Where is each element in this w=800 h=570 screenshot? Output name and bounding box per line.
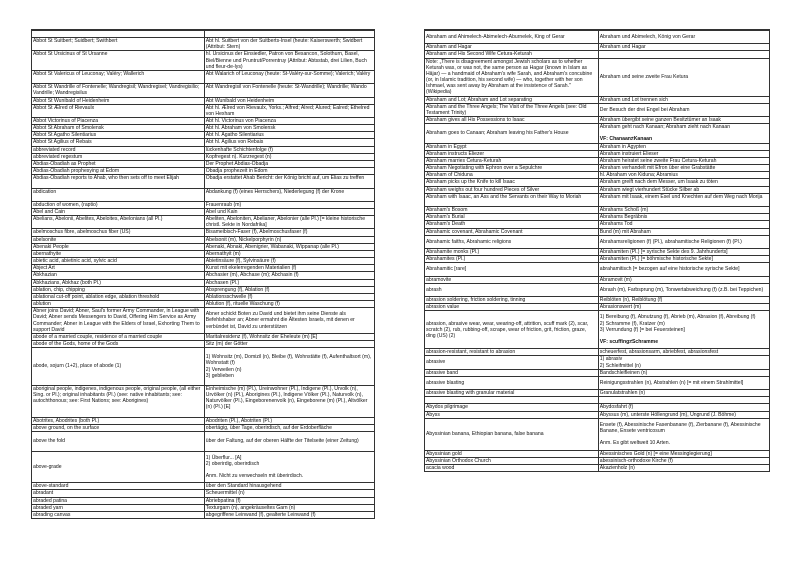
glossary-row bbox=[32, 139, 375, 146]
english-term-cell: abradant bbox=[32, 490, 205, 497]
english-term-cell: Abkhazians, Abkhaz (both Pl.) bbox=[32, 279, 205, 286]
glossary-row bbox=[425, 221, 770, 228]
german-term-cell: Abraham und Abimelech, König von Gerar bbox=[598, 31, 769, 44]
glossary-row bbox=[425, 96, 770, 103]
german-term-cell: 1) Überflur... [A] 2) oberirdig, oberirdisch Anm. Nicht zu verwechseln mit überirdisch. bbox=[204, 451, 374, 483]
english-term-cell: Abbot St Wunibald of Heidenheim bbox=[32, 97, 205, 104]
english-term-cell: abrasive bbox=[425, 356, 599, 369]
glossary-row bbox=[425, 304, 770, 311]
english-term-cell: Abraham and Lot; Abraham and Lot separating bbox=[425, 96, 599, 103]
english-term-cell: abbreviated regestum bbox=[32, 153, 205, 160]
german-term-cell: Abydosfahrt (f) bbox=[598, 404, 769, 411]
german-term-cell: Abt hl. Abraham von Smolensk bbox=[204, 125, 374, 132]
glossary-row bbox=[32, 504, 375, 511]
german-term-cell: Abraham greift nach dem Messer, um Isaak zu töten bbox=[598, 179, 769, 186]
german-term-cell: Kopfregest n). Kurzregest (n) bbox=[204, 153, 374, 160]
english-term-cell: Abbot St Valericus of Leuconay; Valéry; Wallerich bbox=[32, 70, 205, 83]
english-term-cell: abrasive band bbox=[425, 369, 599, 376]
german-term-cell: Abraham in Ägypten bbox=[598, 143, 769, 150]
german-term-cell: Ablution (f), rituelle Waschung (f) bbox=[204, 301, 374, 308]
german-term-cell bbox=[204, 31, 374, 38]
german-term-cell: Abietinsäure (f), Sylvinsäure (f) bbox=[204, 258, 374, 265]
german-term-cell: Obadja erstattet Ahab Bericht: der König bricht auf, um Elias zu treffen bbox=[204, 175, 374, 188]
english-term-cell: Abotrites, Abodrites (both Pl.) bbox=[32, 417, 205, 424]
german-term-cell: Abt hl. Victorinus von Piacenza bbox=[204, 118, 374, 125]
english-term-cell: abelsonite bbox=[32, 236, 205, 243]
german-term-cell: Abraham und Lot trennen sich bbox=[598, 96, 769, 103]
german-term-cell: Der Prophet Abdias-Obadja bbox=[204, 160, 374, 167]
glossary-row bbox=[425, 450, 770, 457]
glossary-row bbox=[425, 349, 770, 356]
english-term-cell: above-grade bbox=[32, 451, 205, 483]
german-term-cell: Abraham und Hagar bbox=[598, 44, 769, 51]
glossary-row bbox=[32, 51, 375, 70]
glossary-row bbox=[32, 250, 375, 257]
glossary-row bbox=[425, 235, 770, 248]
glossary-row bbox=[32, 308, 375, 334]
german-term-cell bbox=[598, 51, 769, 58]
english-term-cell: Abraham gives all His Possessions to Isaac bbox=[425, 117, 599, 124]
german-term-cell: Texturgarn (n), angekräuseltes Garn (n) bbox=[204, 504, 374, 511]
glossary-row bbox=[425, 31, 770, 44]
english-term-cell: ablution bbox=[32, 301, 205, 308]
glossary-row bbox=[32, 153, 375, 160]
left-glossary-table bbox=[31, 30, 375, 519]
german-term-cell: Abrahamsreligionen (f) (Pl.), abrahamitische Religionen (f) (Pl.) bbox=[598, 235, 769, 248]
glossary-row bbox=[425, 390, 770, 397]
english-term-cell: abraded patina bbox=[32, 497, 205, 504]
german-term-cell: Abodriten (Pl.), Abotriten (Pl.) bbox=[204, 417, 374, 424]
english-term-cell: Abrahamite monks (Pl.) bbox=[425, 248, 599, 255]
english-term-cell: Abraham picks up the Knife to kill Isaac bbox=[425, 179, 599, 186]
german-term-cell: Bandschleifleinen (n) bbox=[598, 369, 769, 376]
english-term-cell: Abraham goes to Canaan; Abraham leaving his Father's House bbox=[425, 124, 599, 143]
german-term-cell: Ensete (f), Abessinische Fasenbanane (f), Zierbanane (f), Abessinische Banane, Ensete ventricosum Anm. Es gibt weltweit 10 Arten. bbox=[598, 418, 769, 450]
german-term-cell: Abraham wiegt vierhundert Stücke Silber ab bbox=[598, 186, 769, 193]
glossary-row bbox=[425, 248, 770, 255]
glossary-row bbox=[32, 97, 375, 104]
english-term-cell: Abyssinian gold bbox=[425, 450, 599, 457]
german-term-cell: Abrahams Schoß (m) bbox=[598, 207, 769, 214]
english-term-cell: Abdias-Obadiah reports to Ahab, who then sets off to meet Elijah bbox=[32, 175, 205, 188]
glossary-row bbox=[425, 376, 770, 389]
glossary-row bbox=[32, 417, 375, 424]
glossary-row bbox=[425, 193, 770, 206]
german-term-cell: Abessinisches Gold (n) [= eine Messinglegierung] bbox=[598, 450, 769, 457]
german-term-cell: Absprengung (f), Ablation (f) bbox=[204, 286, 374, 293]
english-term-cell: Abdias-Obadiah as Prophet bbox=[32, 160, 205, 167]
glossary-row bbox=[32, 236, 375, 243]
german-term-cell: Abenaki, Abnaki, Abenigrier, Wabanaki, Wippanap (alle Pl.) bbox=[204, 243, 374, 250]
glossary-row bbox=[32, 70, 375, 83]
english-term-cell: abrash bbox=[425, 283, 599, 296]
english-term-cell: above ground, on the surface bbox=[32, 424, 205, 431]
glossary-row bbox=[32, 301, 375, 308]
english-term-cell: Abyssinian banana, Ethiopian banana, false banana bbox=[425, 418, 599, 450]
glossary-row bbox=[32, 229, 375, 236]
english-term-cell: Abrahamitic [rare] bbox=[425, 263, 599, 276]
left-glossary-column bbox=[31, 29, 375, 519]
glossary-row bbox=[425, 103, 770, 116]
glossary-row bbox=[32, 483, 375, 490]
glossary-row bbox=[32, 125, 375, 132]
english-term-cell: Abrahamic covenant, Abrahamic Covenant bbox=[425, 228, 599, 235]
english-term-cell: Abrahamic faiths, Abrahamic religions bbox=[425, 235, 599, 248]
english-term-cell: abode of a married couple, residence of a married couple bbox=[32, 333, 205, 340]
glossary-row bbox=[425, 179, 770, 186]
glossary-row bbox=[425, 172, 770, 179]
german-term-cell: Reiblöten (n), Reiblötung (f) bbox=[598, 297, 769, 304]
english-term-cell: Abydos pilgrimage bbox=[425, 404, 599, 411]
english-term-cell bbox=[425, 397, 599, 404]
english-term-cell: Abraham marries Cetura-Keturah bbox=[425, 157, 599, 164]
glossary-row bbox=[32, 243, 375, 250]
false-friend-note: VF: scuffing≠Schramme bbox=[599, 339, 659, 345]
german-term-cell: Abernathyit (m) bbox=[204, 250, 374, 257]
german-term-cell: 1) abrasiv 2) Schleifmittel (n) bbox=[598, 356, 769, 369]
german-term-cell: hl. Abraham von Kiduna; Abramius bbox=[598, 172, 769, 179]
english-term-cell: Abbot St Ursicinus of St Ursanne bbox=[32, 51, 205, 70]
glossary-row bbox=[425, 157, 770, 164]
german-term-cell: Abrash (m), Farbsprung (m), Tonwertabweichung (f) (z.B. bei Teppichen) bbox=[598, 283, 769, 296]
german-term-cell: abrahamitisch [= bezogen auf eine historische syrische Sekte] bbox=[598, 263, 769, 276]
english-term-cell: Abdias-Obadiah prophesying at Edom bbox=[32, 168, 205, 175]
glossary-row bbox=[425, 404, 770, 411]
german-term-cell: Maritalresidenz (f), Wohnsitz der Eheleute (m) [E] bbox=[204, 333, 374, 340]
german-term-cell: Abchasen (Pl.) bbox=[204, 279, 374, 286]
glossary-row bbox=[32, 168, 375, 175]
glossary-row bbox=[425, 276, 770, 283]
glossary-row bbox=[32, 348, 375, 386]
english-term-cell: Abrahamites (Pl.) bbox=[425, 256, 599, 263]
german-term-cell: abessinisch-orthodoxe Kirche (f) bbox=[598, 457, 769, 464]
glossary-row bbox=[32, 386, 375, 418]
glossary-row bbox=[32, 160, 375, 167]
glossary-row bbox=[425, 418, 770, 450]
glossary-row bbox=[32, 279, 375, 286]
english-term-cell: abbreviated record bbox=[32, 146, 205, 153]
english-term-cell: Abbot St Wandrille of Fontenelle; Wandregisil; Wandregisel; Vandregisilio; Vandrille; Wandregisilus bbox=[32, 84, 205, 97]
english-term-cell: aboriginal people, indigenes, indigenous people, original people, (all either Sing. or Pl.); original inhabitants (Pl.) (see: native inhabitants; see: autochthonous; see: First Nations; see: Aborigines) bbox=[32, 386, 205, 418]
glossary-row bbox=[425, 51, 770, 58]
glossary-row bbox=[32, 258, 375, 265]
right-glossary-column bbox=[424, 29, 770, 472]
english-term-cell: abrasion value bbox=[425, 304, 599, 311]
english-term-cell: ablation, chip, chipping bbox=[32, 286, 205, 293]
glossary-row bbox=[32, 497, 375, 504]
german-term-cell: Abramovit (m) bbox=[598, 276, 769, 283]
glossary-row bbox=[425, 356, 770, 369]
glossary-row bbox=[425, 464, 770, 471]
german-term-cell: Kunst mit ekelerregenden Materialien (f) bbox=[204, 265, 374, 272]
glossary-row bbox=[32, 490, 375, 497]
glossary-row bbox=[32, 424, 375, 431]
english-term-cell: Abraham in Egypt bbox=[425, 143, 599, 150]
english-term-cell: abrasion soldering, friction soldering, tinning bbox=[425, 297, 599, 304]
glossary-row bbox=[32, 31, 375, 38]
german-term-cell: abgegriffene Leinwand (f), gealterte Leinwand (f) bbox=[204, 511, 374, 518]
german-term-cell: Abt hl. Ælred von Rievaulx, Yorks.; Alfred; Alred; Alured; Ealred; Ethelred von Hexham bbox=[204, 104, 374, 117]
glossary-row bbox=[32, 201, 375, 208]
english-term-cell: Abraham and His Second Wife Cetura-Keturah bbox=[425, 51, 599, 58]
german-term-cell: Einheimische (m) (Pl.), Ureinwohner (Pl.), Indigene (Pl.), Urvolk (n), Urvölker (n) (Pl.), Aborigines (Pl.), Indigene Völker (Pl.), Naturvolk (n), Naturvölker (Pl.), Eingeborenenvolk (n), Eingeborene (m) (Pl.), Altvölker (n) (Pl.) [E] bbox=[204, 386, 374, 418]
english-term-cell: Abraham and the Three Angels; The Visit of the Three Angels (see: Old Testament Trinity) bbox=[425, 103, 599, 116]
german-term-cell: Abt hl. Agatho Silentiarius bbox=[204, 132, 374, 139]
german-term-cell: Der Besuch der drei Engel bei Abraham bbox=[598, 103, 769, 116]
glossary-row bbox=[425, 124, 770, 143]
german-term-cell: Abraham heiratet seine zweite Frau Cetura-Keturah bbox=[598, 157, 769, 164]
english-term-cell: abraded yarn bbox=[32, 504, 205, 511]
glossary-row bbox=[425, 311, 770, 349]
english-term-cell: abelmoschus fibre, abelmoschus fiber (US) bbox=[32, 229, 205, 236]
glossary-row bbox=[32, 38, 375, 51]
german-term-cell: Abraham instruiert Elieser bbox=[598, 150, 769, 157]
english-term-cell: abduction of women, (raptio) bbox=[32, 201, 205, 208]
english-term-cell: Abraham Negotiating with Ephron over a Sepulchre bbox=[425, 165, 599, 172]
glossary-row bbox=[425, 150, 770, 157]
english-term-cell: Note: „There is disagreement amongst Jewish scholars as to whether Keturah was, or was not, the same person as Hagar (known in Islam as Hājar) — a handmaid of Abraham's wife Sarah, and Abraham's concubine (or, in Islamic tradition, his second wife) — who, together with her son Ishmael, was sent away by Abraham at the insistence of Sarah." (Wikipedia) bbox=[425, 58, 599, 96]
glossary-row bbox=[425, 186, 770, 193]
english-term-cell bbox=[32, 31, 205, 38]
glossary-row bbox=[425, 283, 770, 296]
german-term-cell: über der Faltung, auf der oberen Hälfte der Titelseite (einer Zeitung) bbox=[204, 432, 374, 451]
glossary-row bbox=[32, 216, 375, 229]
glossary-row bbox=[32, 84, 375, 97]
english-term-cell: Abkhazian bbox=[32, 272, 205, 279]
glossary-row bbox=[32, 432, 375, 451]
glossary-row bbox=[425, 165, 770, 172]
english-term-cell: Abraham's Burial bbox=[425, 214, 599, 221]
glossary-row bbox=[32, 132, 375, 139]
english-term-cell: abode, sojurn (1+2), place of abode (1) bbox=[32, 348, 205, 386]
english-term-cell: Abraham and Hagar bbox=[425, 44, 599, 51]
german-term-cell: Abraham geht nach Kanaan; Abraham zieht nach Kanaan VF: Chanaan≠Kanaan bbox=[598, 124, 769, 143]
german-term-cell: Abchasier (m), Abchase (m); Abchasin (f) bbox=[204, 272, 374, 279]
german-term-cell: Reinigungsstrahlen (n), Abstrahlen (n) [= mit einem Strahlmittel] bbox=[598, 376, 769, 389]
german-term-cell: lückenhafte Schichtenfolge (f) bbox=[204, 146, 374, 153]
german-term-cell: Abt Wunibald von Heidenheim bbox=[204, 97, 374, 104]
german-term-cell: Ablationsschwelle (f) bbox=[204, 293, 374, 300]
english-term-cell: abietic acid, abietinic acid, sylvic acid bbox=[32, 258, 205, 265]
english-term-cell: Abraham's Bosom bbox=[425, 207, 599, 214]
english-term-cell: abdication bbox=[32, 188, 205, 201]
german-term-cell: Obadja prophezeit in Edom bbox=[204, 168, 374, 175]
german-term-cell: Abt hl. Agilius von Rebais bbox=[204, 139, 374, 146]
german-term-cell: Abrahams Tod bbox=[598, 221, 769, 228]
german-term-cell: Abrahamiten (Pl.) [= syrische Sekte des 9. Jahrhunderts] bbox=[598, 248, 769, 255]
glossary-row bbox=[32, 118, 375, 125]
glossary-row bbox=[425, 44, 770, 51]
glossary-row bbox=[425, 457, 770, 464]
glossary-row bbox=[32, 511, 375, 518]
english-term-cell: ablational cut-off point, ablation edge, ablation threshold bbox=[32, 293, 205, 300]
german-term-cell: obertägig, über Tage, oberirdisch, auf der Erdoberfläche bbox=[204, 424, 374, 431]
german-term-cell: Abelsonit (m), Nickelporphyrin (n) bbox=[204, 236, 374, 243]
german-term-cell: Abrahamiten (Pl.) [= böhmische historische Sekte] bbox=[598, 256, 769, 263]
english-term-cell: Abraham's Death bbox=[425, 221, 599, 228]
glossary-row bbox=[32, 146, 375, 153]
english-term-cell: abrasion-resistant, resistant to abrasion bbox=[425, 349, 599, 356]
english-term-cell: abrasive blasting bbox=[425, 376, 599, 389]
german-term-cell: Abyssus (m), unterste Höllengrund (m), Ungrund (J. Böhme) bbox=[598, 411, 769, 418]
german-term-cell: Bisameibisch-Faser (f), Abelmoschusfaser (f) bbox=[204, 229, 374, 236]
glossary-row bbox=[425, 58, 770, 96]
german-term-cell: Granulatstrahlen (n) bbox=[598, 390, 769, 397]
glossary-row bbox=[32, 340, 375, 347]
glossary-row bbox=[425, 207, 770, 214]
english-term-cell: Abraham instructs Eliezer bbox=[425, 150, 599, 157]
glossary-row bbox=[425, 228, 770, 235]
german-term-cell: Abraham verhandelt mit Efron über eine Grabstätte bbox=[598, 165, 769, 172]
german-term-cell: Abt Wandregisil von Fontenelle (heute: St-Wandrille); Wandrille; Wando bbox=[204, 84, 374, 97]
german-term-cell: Abraham und seine zweite Frau Ketura bbox=[598, 58, 769, 96]
german-term-cell: Abraham mit Isaak, einem Esel und Knechten auf dem Weg nach Morija bbox=[598, 193, 769, 206]
english-term-cell: abernathyite bbox=[32, 250, 205, 257]
glossary-row bbox=[32, 272, 375, 279]
english-term-cell: Abbot Victorinus of Piacenza bbox=[32, 118, 205, 125]
english-term-cell: Abraham and Ahimelech-Abimelech-Aburnelek, King of Gerar bbox=[425, 31, 599, 44]
glossary-row bbox=[425, 297, 770, 304]
english-term-cell: Abel and Cain bbox=[32, 209, 205, 216]
english-term-cell: abode of the Gods, home of the Gods bbox=[32, 340, 205, 347]
english-term-cell: Abbot St Suitbert; Suidbert; Swithbert bbox=[32, 38, 205, 51]
glossary-row bbox=[32, 451, 375, 483]
german-term-cell: scheuerfest, abrasionsarm, abriebfest, abrasionsfest bbox=[598, 349, 769, 356]
german-term-cell: Abt hl. Suitbert von der Suitberts-Insel (heute: Kaiserswerth; Swidbert (Attribut: Stern) bbox=[204, 38, 374, 51]
glossary-row bbox=[425, 411, 770, 418]
german-term-cell: Abeliten, Abeloniten, Abelianer, Abelonier (alle Pl.) [= kleine historische christl. Sekte in Nordafrika] bbox=[204, 216, 374, 229]
english-term-cell: Abbot St Agatho Silentiarius bbox=[32, 132, 205, 139]
english-term-cell: abramovite bbox=[425, 276, 599, 283]
english-term-cell: Abraham of Chiduna bbox=[425, 172, 599, 179]
glossary-row bbox=[32, 265, 375, 272]
glossary-row bbox=[32, 209, 375, 216]
german-term-cell: Abner schickt Boten zu David und bietet ihm seine Dienste als Befehlshaber an; Abner ermahnt die Ältesten Israels, mit denen er verbündet ist, David zu unterstützen bbox=[204, 308, 374, 334]
english-term-cell: acacia wood bbox=[425, 464, 599, 471]
right-glossary-table bbox=[424, 30, 770, 472]
glossary-row bbox=[425, 256, 770, 263]
english-term-cell: above the fold bbox=[32, 432, 205, 451]
german-term-cell: über den Standard hinausgehend bbox=[204, 483, 374, 490]
english-term-cell: Abner joins David; Abner, Saul's former Army Commander, in League with David; Abner sends Messengers to David, Offering Him Service as Army Commander; Abner in League with the Elders of Israel, Exhorting Them to support David bbox=[32, 308, 205, 334]
german-term-cell: 1) Wohnsitz (m), Domizil (n), Bleibe (f), Wohnstätte (f), Aufenthaltsort (m), Wohnstatt (f) 2) Verweilen (n) 3) geblieben bbox=[204, 348, 374, 386]
glossary-row bbox=[32, 293, 375, 300]
german-term-cell: Sitz (m) der Götter bbox=[204, 340, 374, 347]
german-term-cell: 1) Bereibung (f), Abnutzung (f), Abrieb (m), Abrasion (f), Abreibung (f) 2) Schramme (f), Kratzer (m) 3) Verrundung (f) [= bei Feuersteinen] VF: scuffing≠Schramme bbox=[598, 311, 769, 349]
german-term-cell: Abrahams Begräbnis bbox=[598, 214, 769, 221]
german-term-cell: Bund (m) mit Abraham bbox=[598, 228, 769, 235]
english-term-cell: abrasive blasting with granular material bbox=[425, 390, 599, 397]
glossary-row bbox=[425, 263, 770, 276]
english-term-cell: above-standard bbox=[32, 483, 205, 490]
glossary-row bbox=[32, 175, 375, 188]
glossary-row bbox=[425, 143, 770, 150]
english-term-cell: Abelians, Abelonii, Abelites, Abeloites, Abelonians (all Pl.) bbox=[32, 216, 205, 229]
glossary-row bbox=[32, 188, 375, 201]
german-term-cell: Abrasionswert (m) bbox=[598, 304, 769, 311]
english-term-cell: Abbot St Ælred of Rievaulx bbox=[32, 104, 205, 117]
glossary-row bbox=[425, 369, 770, 376]
english-term-cell: Abject Art bbox=[32, 265, 205, 272]
english-term-cell: Abraham with Isaac, an Ass and the Servants on their Way to Moriah bbox=[425, 193, 599, 206]
german-term-cell: Abdankung (f) (eines Herrschers), Niederlegung (f) der Krone bbox=[204, 188, 374, 201]
german-term-cell: Abraham übergibt seine ganzen Besitztümer an Isaak bbox=[598, 117, 769, 124]
english-term-cell: Abraham weighs out four hundred Pieces of Silver bbox=[425, 186, 599, 193]
german-term-cell: Frauenraub (m) bbox=[204, 201, 374, 208]
english-term-cell: abrasion, abrasive wear, wear, wearing-off, attrition, scuff mark (2), scar, scratch (2), rub, rubbing-off, scrape, wear of friction, grit, friction, graze, ding (US) (2) bbox=[425, 311, 599, 349]
german-term-cell: Scheuermittel (n) bbox=[204, 490, 374, 497]
english-term-cell: Abbot St Agilius of Rebais bbox=[32, 139, 205, 146]
glossary-row bbox=[32, 286, 375, 293]
glossary-row bbox=[32, 333, 375, 340]
german-term-cell: Abt Walarich of Leuconay (heute: St-Valéry-sur-Somme); Valerich; Valéry bbox=[204, 70, 374, 83]
english-term-cell: abrading canvas bbox=[32, 511, 205, 518]
german-term-cell bbox=[598, 397, 769, 404]
german-term-cell: Abel und Kain bbox=[204, 209, 374, 216]
english-term-cell: Abyssinian Orthodox Church bbox=[425, 457, 599, 464]
english-term-cell: Abbot St Abraham of Smolensk bbox=[32, 125, 205, 132]
glossary-row bbox=[425, 117, 770, 124]
glossary-row bbox=[32, 104, 375, 117]
german-term-cell: hl. Ursicinus der Einsiedler, Patron von Besancon, Solothurn, Basel, Biel/Bienne und Pruntrut/Porrentruy (Attribut: Abtsstab, drei Lilien, Buch und fleur-de-lys) bbox=[204, 51, 374, 70]
english-term-cell: Abyss bbox=[425, 411, 599, 418]
german-term-cell: Akazienholz (n) bbox=[598, 464, 769, 471]
false-friend-note: VF: Chanaan≠Kanaan bbox=[599, 136, 653, 143]
glossary-row bbox=[425, 397, 770, 404]
german-term-cell: Abriebpatina (f) bbox=[204, 497, 374, 504]
glossary-row bbox=[425, 214, 770, 221]
english-term-cell: Abenaki People bbox=[32, 243, 205, 250]
